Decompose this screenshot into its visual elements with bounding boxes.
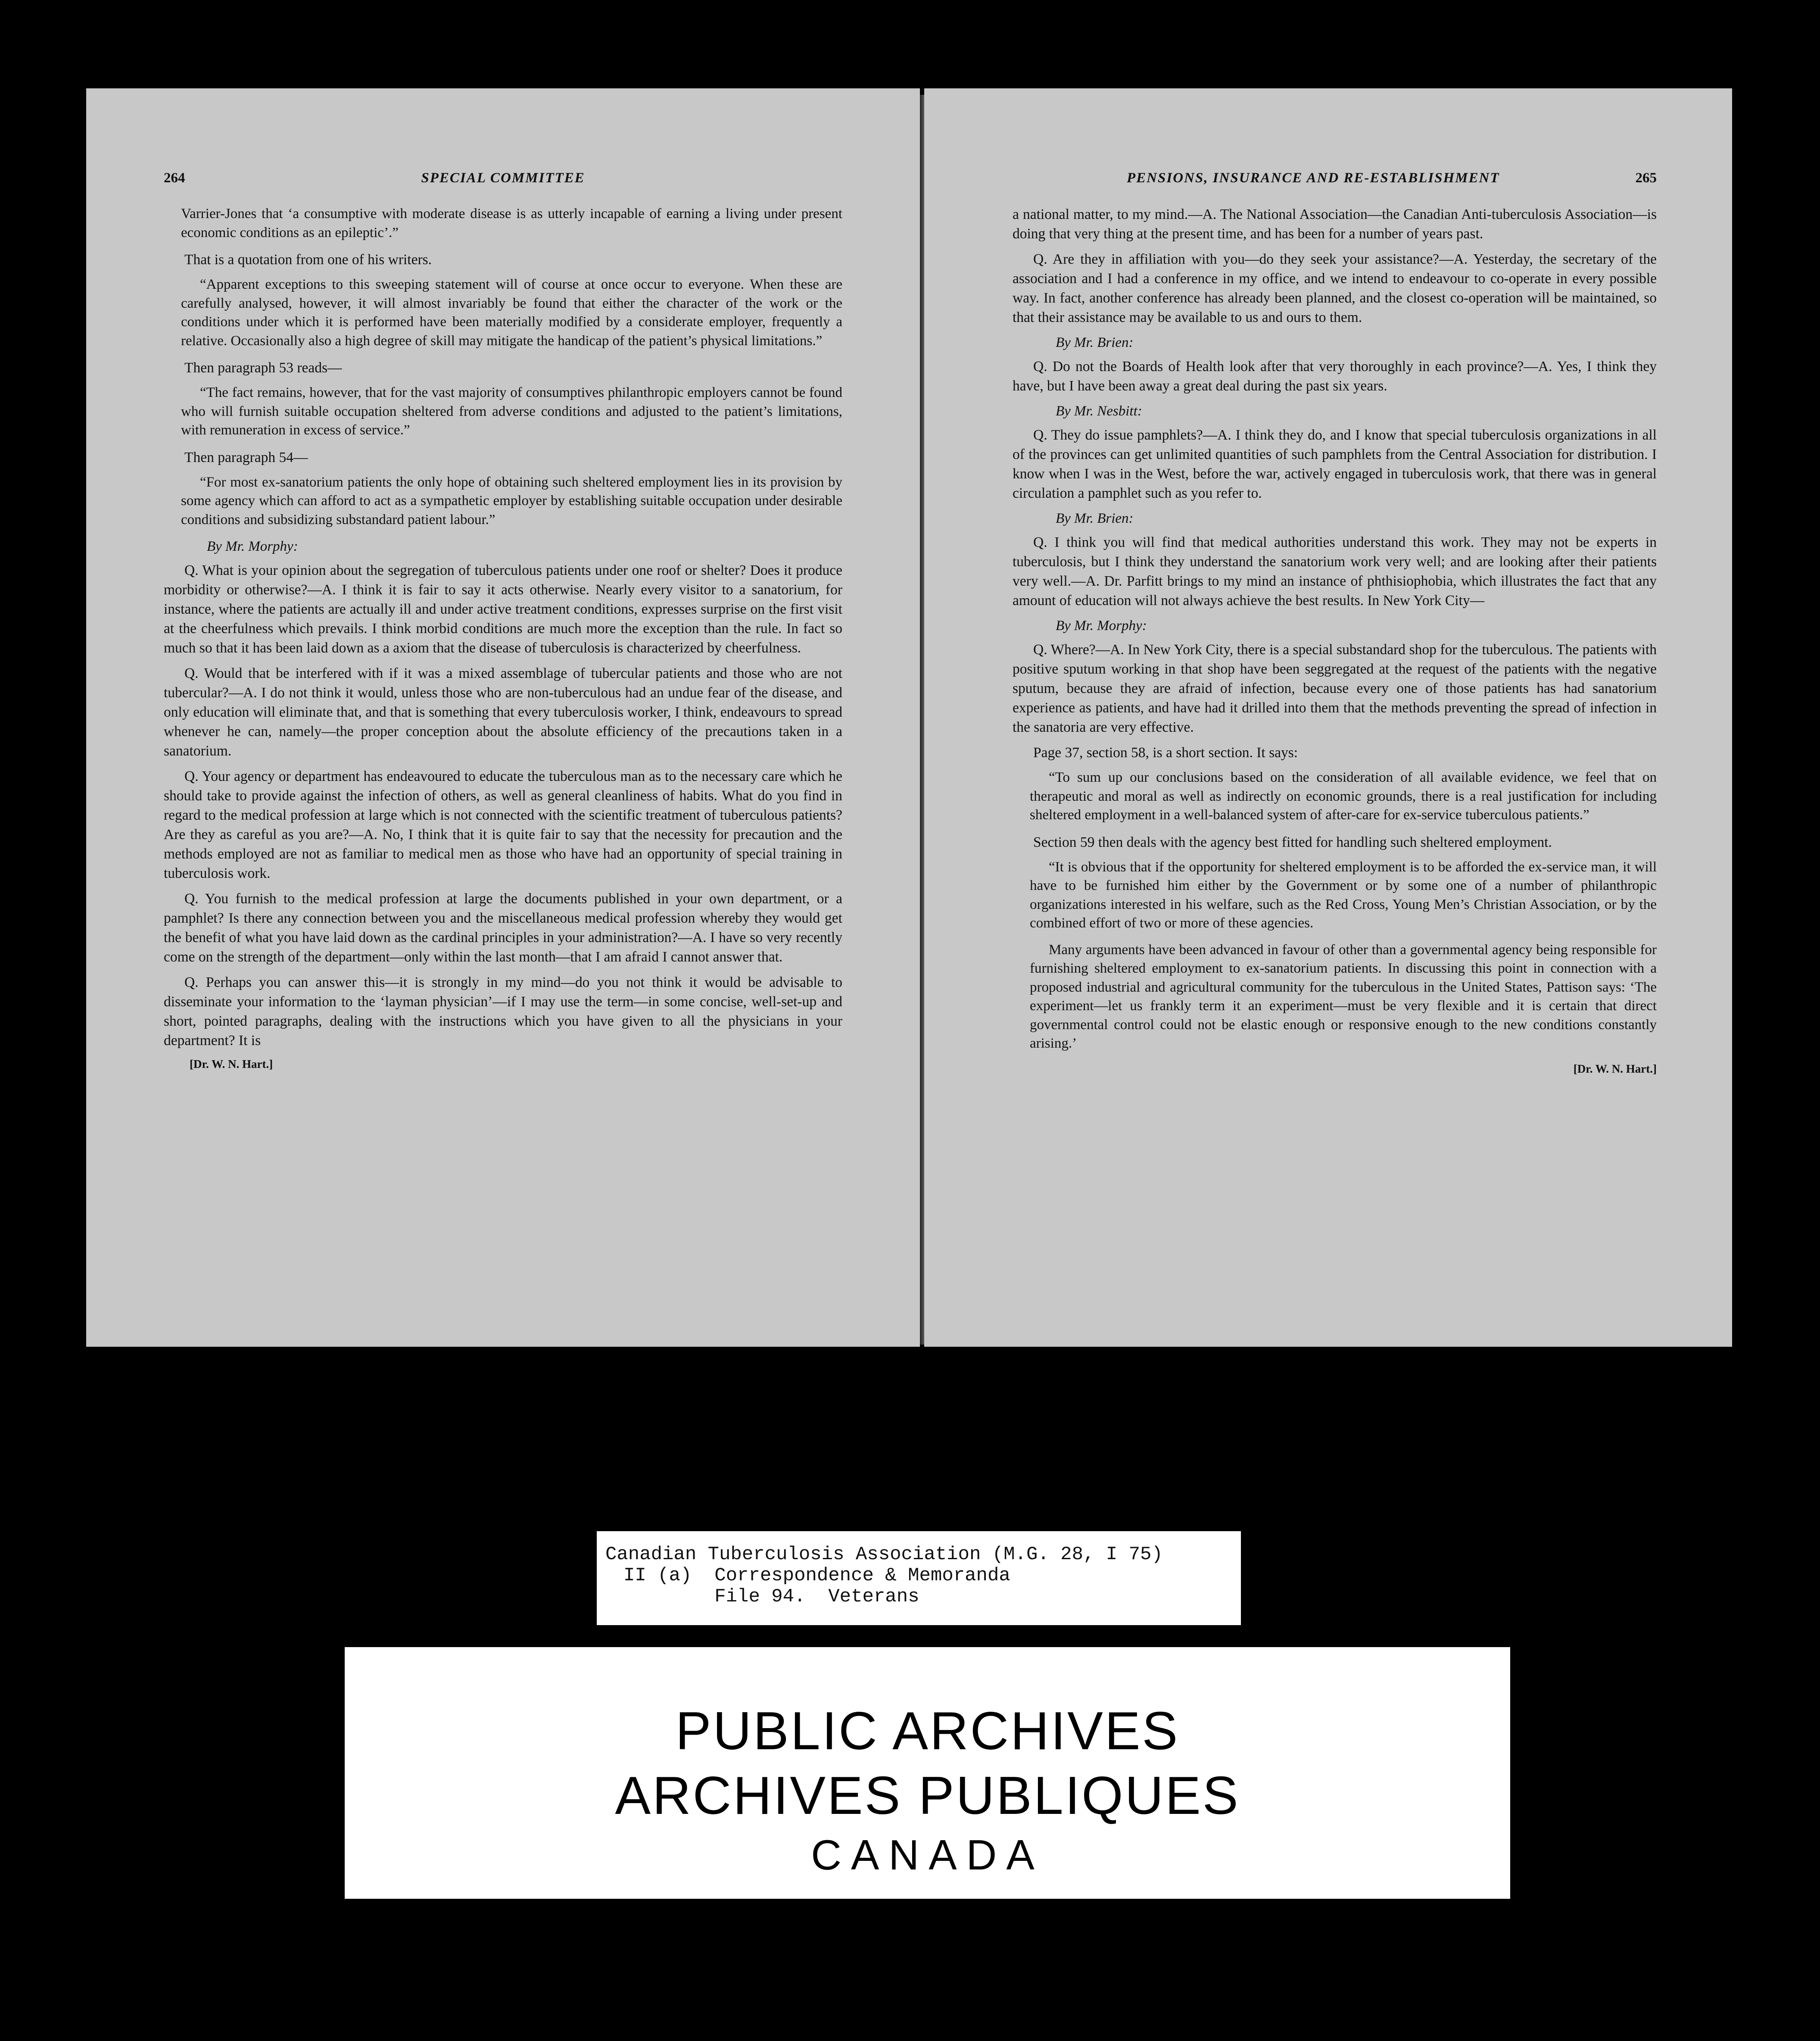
examiner-heading: By Mr. Brien: bbox=[1056, 511, 1134, 526]
quoted-passage: “For most ex-sanatorium patients the only hope of obtaining such sheltered employment lies in its provision by some agency which can afford to act as a sympathetic employer by establishing suitable occupation under desirable conditions and subsidizing substandard patient labour.” bbox=[181, 474, 842, 527]
left-running-head bbox=[164, 170, 842, 196]
quoted-passage: “It is obvious that if the opportunity for sheltered employment is to be afforded the ex-service man, it will have to be furnished him either by the Government or by some one of a number of philanthropic organizations interested in his welfare, such as the Red Cross, Young Men’s Christian Association, or by the combined effort of two or more of these agencies. bbox=[1030, 859, 1657, 931]
text-paragraph: Page 37, section 58, is a short section. It says: bbox=[1033, 745, 1298, 761]
examiner-heading: By Mr. Nesbitt: bbox=[1056, 403, 1142, 419]
left-page-signature: [Dr. W. N. Hart.] bbox=[190, 1058, 273, 1070]
left-page-number: 264 bbox=[164, 170, 185, 186]
archive-label-english: PUBLIC ARCHIVES bbox=[675, 1701, 1180, 1761]
left-book-page bbox=[86, 88, 920, 1347]
card-file-line: File 94. Veterans bbox=[623, 1586, 919, 1607]
examiner-heading: By Mr. Morphy: bbox=[1056, 618, 1147, 634]
right-page-number: 265 bbox=[1635, 170, 1657, 186]
text-paragraph: Q. Your agency or department has endeavoured to educate the tuberculous man as to the necessary care which he should take to provide against the infection of others, as well as general cleanliness of habits. What do you find in regard to the medical profession at large which is not connected with the scientific treatment of tuberculous patients? Are they as careful as you are?—A. No, I think that it is quite fair to say that the necessity for precaution and the methods employed are not as familiar to medical men as those who have had an opportunity of special training in tuberculosis work. bbox=[164, 768, 842, 881]
quoted-passage: “Apparent exceptions to this sweeping statement will of course at once occur to everyone. When these are carefully analysed, however, it will almost invariably be found that either the character of the work or the conditions under which it is performed have been materially modified by a considerate employer, frequently a relative. Occasionally also a high degree of skill may mitigate the handicap of the patient’s physical limitations.” bbox=[181, 277, 842, 349]
text-paragraph: a national matter, to my mind.—A. The National Association—the Canadian Anti-tuberculosis Association—is doing that very thing at the present time, and has been for a number of years past. bbox=[1013, 206, 1657, 242]
text-paragraph: Q. They do issue pamphlets?—A. I think they do, and I know that special tuberculosis organizations in all of the provinces can get unlimited quantities of such pamphlets from the Central Association for distribution. I know when I was in the West, before the war, actively engaged in tuberculosis work, that there was in general circulation a pamphlet such as you refer to. bbox=[1013, 427, 1657, 501]
left-page-body bbox=[164, 205, 842, 1050]
text-paragraph: Q. I think you will find that medical authorities understand this work. They may not be experts in tuberculosis, but I think they understand the sanatorium work very well; and are looking after their patients very well.—A. Dr. Parfitt brings to my mind an instance of phthisiophobia, which illustrates the fact that any amount of education will not always achieve the best results. In New York City— bbox=[1013, 534, 1657, 609]
right-page-signature: [Dr. W. N. Hart.] bbox=[1573, 1062, 1657, 1075]
right-page-body bbox=[1013, 205, 1657, 1053]
text-paragraph: Section 59 then deals with the agency best fitted for handling such sheltered employment. bbox=[1033, 834, 1552, 850]
examiner-heading: By Mr. Brien: bbox=[1056, 335, 1134, 350]
text-paragraph: Q. You furnish to the medical profession at large the documents published in your own department, or a pamphlet? Is there any connection between you and the miscellaneous medical profession whereby they would get the benefit of what you have laid down as the cardinal principles in your administration?—A. I have so very recently come on the strength of the department—only within the last month—that I am afraid I cannot answer that. bbox=[164, 891, 842, 965]
right-book-page bbox=[924, 88, 1732, 1347]
quoted-passage: “The fact remains, however, that for the vast majority of consumptives philanthropic employers cannot be found who will furnish suitable occupation sheltered from adverse conditions and adjusted to the patient’s limitations, with remuneration in excess of service.” bbox=[181, 385, 842, 438]
right-running-head bbox=[1013, 170, 1657, 196]
quoted-passage: Varrier-Jones that ‘a consumptive with moderate disease is as utterly incapable of earning a living under present economic conditions as an epileptic’.” bbox=[181, 206, 842, 240]
archive-label-country: CANADA bbox=[811, 1831, 1044, 1879]
text-paragraph: That is a quotation from one of his writers. bbox=[184, 252, 432, 268]
text-paragraph: Q. Do not the Boards of Health look after that very thoroughly in each province?—A. Yes, I think they have, but I have been away a great deal during the past six years. bbox=[1013, 359, 1657, 394]
text-paragraph: Then paragraph 54— bbox=[184, 449, 308, 465]
archive-label-french: ARCHIVES PUBLIQUES bbox=[615, 1766, 1240, 1826]
text-paragraph: Q. Where?—A. In New York City, there is a special substandard shop for the tuberculous. The patients with positive sputum working in that shop have been seggregated at the request of the patients with the negative sputum, because they are afraid of infection, because every one of those patients has had sanatorium experience as patients, and have had it drilled into them that the methods preventing the spread of infection in the sanatoria are very effective. bbox=[1013, 642, 1657, 735]
examiner-heading: By Mr. Morphy: bbox=[207, 539, 298, 554]
text-paragraph: Q. Would that be interfered with if it was a mixed assemblage of tubercular patients and those who are not tubercular?—A. I do not think it would, unless those who are non-tuberculous had an undue fear of the disease, and only education will eliminate that, and that is something that every tuberculosis worker, I think, endeavours to spread whenever he can, namely—the proper conception about the absolute efficiency of the precautions taken in a sanatorium. bbox=[164, 665, 842, 759]
card-collection-line: Canadian Tuberculosis Association (M.G. 28, I 75) bbox=[605, 1544, 1163, 1565]
quoted-passage: Many arguments have been advanced in favour of other than a governmental agency being responsible for furnishing sheltered employment to ex-sanatorium patients. In discussing this point in connection with a proposed industrial and agricultural community for the tuberculous in the United States, Pattison says: ‘The experiment—let us frankly term it an experiment—must be very flexible and it is certain that direct governmental control could not be elastic enough or responsive enough to the new conditions constantly arising.’ bbox=[1030, 942, 1657, 1051]
quoted-passage: “To sum up our conclusions based on the consideration of all available evidence, we feel that on therapeutic and moral as well as indirectly on economic grounds, there is a real justification for including sheltered employment in a well-balanced system of after-care for ex-service tuberculous patients.” bbox=[1030, 770, 1657, 823]
finding-aid-card bbox=[597, 1531, 1241, 1625]
card-series-line: II (a) Correspondence & Memoranda bbox=[623, 1565, 1010, 1586]
text-paragraph: Then paragraph 53 reads— bbox=[184, 360, 342, 376]
text-paragraph: Q. Perhaps you can answer this—it is strongly in my mind—do you not think it would be advisable to disseminate your information to the ‘layman physician’—if I may use the term—in some concise, well-set-up and short, pointed paragraphs, dealing with the instructions which you have given to all the physicians in your department? It is bbox=[164, 974, 842, 1049]
archive-label bbox=[345, 1647, 1510, 1899]
right-running-title: PENSIONS, INSURANCE AND RE-ESTABLISHMENT bbox=[1127, 170, 1500, 186]
text-paragraph: Q. Are they in affiliation with you—do they seek your assistance?—A. Yesterday, the secretary of the association and I had a conference in my office, and we intend to endeavour to co-operate in every possible way. In fact, another conference has already been planned, and the closest co-operation will be maintained, so that their assistance may be available to us and ours to them. bbox=[1013, 251, 1657, 325]
left-running-title: SPECIAL COMMITTEE bbox=[421, 170, 585, 186]
text-paragraph: Q. What is your opinion about the segregation of tuberculous patients under one roof or shelter? Does it produce morbidity or otherwise?—A. I think it is fair to say it acts otherwise. Nearly every visitor to a sanatorium, for instance, where the patients are actually ill and under active treatment conditions, expresses surprise on the first visit at the cheerfulness which prevails. I think morbid conditions are much more the exception than the rule. In fact so much so that it has been laid down as a axiom that the disease of tuberculosis is characterized by cheerfulness. bbox=[164, 562, 842, 656]
